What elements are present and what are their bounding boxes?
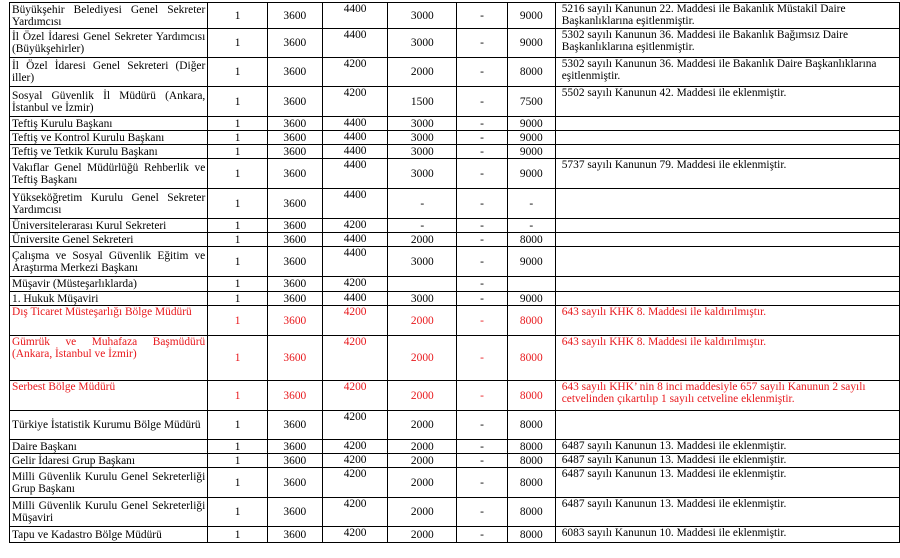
note-cell	[555, 411, 899, 440]
position-title: Yükseköğretim Kurulu Genel Sekreter Yardımcısı	[10, 189, 208, 219]
value-c5-cell: 2000	[388, 336, 457, 381]
value-c5-cell: 3000	[388, 29, 457, 58]
table-row	[10, 277, 900, 292]
table-row	[10, 247, 900, 277]
total-cell: 8000	[507, 454, 555, 468]
position-title: Büyükşehir Belediyesi Genel Sekreter Yardımcısı	[10, 3, 208, 29]
value-3600-cell: 3600	[267, 189, 322, 219]
value-c5-cell: -	[388, 189, 457, 219]
value-3600-cell: 3600	[267, 498, 322, 527]
position-title: Üniversitelerarası Kurul Sekreteri	[10, 219, 208, 233]
table-row	[10, 411, 900, 440]
dash-cell: -	[457, 58, 508, 87]
dash-cell: -	[457, 233, 508, 247]
position-title: Serbest Bölge Müdürü	[10, 381, 208, 411]
value-c4-cell: 4200	[322, 58, 388, 87]
value-c4-cell: 4200	[322, 381, 388, 411]
table-row	[10, 189, 900, 219]
table-row	[10, 306, 900, 336]
total-cell: 9000	[507, 145, 555, 159]
table-row	[10, 87, 900, 117]
total-cell: 9000	[507, 247, 555, 277]
count-cell: 1	[208, 29, 268, 58]
value-c4-cell: 4400	[322, 247, 388, 277]
value-3600-cell: 3600	[267, 219, 322, 233]
value-c5-cell: 2000	[388, 381, 457, 411]
position-title: İl Özel İdaresi Genel Sekreteri (Diğer iller)	[10, 58, 208, 87]
value-c4-cell: 4200	[322, 336, 388, 381]
note-cell: 6487 sayılı Kanunun 13. Maddesi ile eklenmiştir.	[555, 468, 899, 498]
value-c5-cell: 3000	[388, 247, 457, 277]
count-cell: 1	[208, 411, 268, 440]
total-cell: 9000	[507, 292, 555, 306]
value-3600-cell: 3600	[267, 29, 322, 58]
dash-cell: -	[457, 381, 508, 411]
total-cell: 7500	[507, 87, 555, 117]
value-c5-cell: 3000	[388, 159, 457, 189]
dash-cell: -	[457, 527, 508, 543]
value-c5-cell: -	[388, 219, 457, 233]
value-c5-cell	[388, 277, 457, 292]
value-3600-cell: 3600	[267, 381, 322, 411]
value-3600-cell: 3600	[267, 247, 322, 277]
position-title: Milli Güvenlik Kurulu Genel Sekreterliği Müşaviri	[10, 498, 208, 527]
total-cell: 9000	[507, 117, 555, 131]
table-row	[10, 454, 900, 468]
note-cell: 643 sayılı KHK’ nin 8 inci maddesiyle 657 sayılı Kanunun 2 sayılı cetvelinden çıkartılıp 1 sayılı cetveline eklenmiştir.	[555, 381, 899, 411]
count-cell: 1	[208, 292, 268, 306]
value-c5-cell: 2000	[388, 527, 457, 543]
dash-cell: -	[457, 87, 508, 117]
value-c5-cell: 3000	[388, 131, 457, 145]
position-title: Milli Güvenlik Kurulu Genel Sekreterliği Grup Başkanı	[10, 468, 208, 498]
note-cell: 5502 sayılı Kanunun 42. Maddesi ile eklenmiştir.	[555, 87, 899, 117]
table-row	[10, 29, 900, 58]
total-cell: 8000	[507, 498, 555, 527]
table-row	[10, 117, 900, 131]
note-cell	[555, 277, 899, 292]
count-cell: 1	[208, 247, 268, 277]
note-cell	[555, 117, 899, 131]
total-cell: 9000	[507, 159, 555, 189]
count-cell: 1	[208, 3, 268, 29]
total-cell: 8000	[507, 58, 555, 87]
total-cell: 9000	[507, 131, 555, 145]
count-cell: 1	[208, 117, 268, 131]
value-c4-cell: 4200	[322, 411, 388, 440]
dash-cell: -	[457, 468, 508, 498]
dash-cell: -	[457, 219, 508, 233]
dash-cell: -	[457, 306, 508, 336]
dash-cell: -	[457, 29, 508, 58]
note-cell	[555, 131, 899, 145]
dash-cell: -	[457, 247, 508, 277]
note-cell	[555, 292, 899, 306]
total-cell: 8000	[507, 381, 555, 411]
position-title: 1. Hukuk Müşaviri	[10, 292, 208, 306]
value-c4-cell: 4400	[322, 3, 388, 29]
value-3600-cell: 3600	[267, 411, 322, 440]
count-cell: 1	[208, 527, 268, 543]
value-c4-cell: 4200	[322, 219, 388, 233]
value-3600-cell: 3600	[267, 58, 322, 87]
count-cell: 1	[208, 440, 268, 454]
note-cell	[555, 219, 899, 233]
count-cell: 1	[208, 58, 268, 87]
dash-cell: -	[457, 131, 508, 145]
value-c4-cell: 4400	[322, 145, 388, 159]
value-c5-cell: 2000	[388, 58, 457, 87]
value-3600-cell: 3600	[267, 454, 322, 468]
note-cell: 6487 sayılı Kanunun 13. Maddesi ile eklenmiştir.	[555, 498, 899, 527]
value-3600-cell: 3600	[267, 233, 322, 247]
dash-cell: -	[457, 145, 508, 159]
total-cell: 8000	[507, 336, 555, 381]
note-cell	[555, 145, 899, 159]
position-title: Teftiş Kurulu Başkanı	[10, 117, 208, 131]
table-row	[10, 527, 900, 543]
value-c5-cell: 2000	[388, 411, 457, 440]
value-c5-cell: 2000	[388, 468, 457, 498]
count-cell: 1	[208, 498, 268, 527]
table-row	[10, 159, 900, 189]
value-3600-cell: 3600	[267, 87, 322, 117]
note-cell	[555, 247, 899, 277]
position-title: Tapu ve Kadastro Bölge Müdürü	[10, 527, 208, 543]
table-row	[10, 336, 900, 381]
count-cell: 1	[208, 336, 268, 381]
dash-cell: -	[457, 411, 508, 440]
value-c5-cell: 3000	[388, 292, 457, 306]
dash-cell: -	[457, 277, 508, 292]
dash-cell: -	[457, 454, 508, 468]
value-c5-cell: 2000	[388, 498, 457, 527]
value-c5-cell: 2000	[388, 440, 457, 454]
note-cell: 5216 sayılı Kanunun 22. Maddesi ile Bakanlık Müstakil Daire Başkanlıklarına eşitlenmiştir.	[555, 3, 899, 29]
value-c5-cell: 2000	[388, 454, 457, 468]
value-c4-cell: 4200	[322, 306, 388, 336]
dash-cell: -	[457, 3, 508, 29]
value-c4-cell: 4400	[322, 189, 388, 219]
count-cell: 1	[208, 306, 268, 336]
dash-cell: -	[457, 117, 508, 131]
total-cell: 9000	[507, 29, 555, 58]
value-c4-cell: 4400	[322, 233, 388, 247]
value-c5-cell: 2000	[388, 233, 457, 247]
value-c4-cell: 4200	[322, 440, 388, 454]
note-cell: 5302 sayılı Kanunun 36. Maddesi ile Bakanlık Daire Başkanlıklarına eşitlenmiştir.	[555, 58, 899, 87]
value-3600-cell: 3600	[267, 306, 322, 336]
table-row	[10, 233, 900, 247]
position-title: İl Özel İdaresi Genel Sekreter Yardımcısı (Büyükşehirler)	[10, 29, 208, 58]
value-3600-cell: 3600	[267, 159, 322, 189]
count-cell: 1	[208, 233, 268, 247]
table-row	[10, 145, 900, 159]
table-row	[10, 468, 900, 498]
table-row	[10, 219, 900, 233]
position-title: Müşavir (Müsteşarlıklarda)	[10, 277, 208, 292]
value-c4-cell: 4400	[322, 292, 388, 306]
table-row	[10, 498, 900, 527]
table-row	[10, 381, 900, 411]
value-3600-cell: 3600	[267, 131, 322, 145]
count-cell: 1	[208, 381, 268, 411]
value-3600-cell: 3600	[267, 440, 322, 454]
total-cell: 9000	[507, 3, 555, 29]
value-3600-cell: 3600	[267, 336, 322, 381]
position-title: Teftiş ve Tetkik Kurulu Başkanı	[10, 145, 208, 159]
dash-cell: -	[457, 159, 508, 189]
count-cell: 1	[208, 189, 268, 219]
total-cell: 8000	[507, 411, 555, 440]
salary-table	[9, 2, 900, 543]
value-3600-cell: 3600	[267, 117, 322, 131]
total-cell	[507, 277, 555, 292]
position-title: Dış Ticaret Müsteşarlığı Bölge Müdürü	[10, 306, 208, 336]
dash-cell: -	[457, 292, 508, 306]
table-row	[10, 3, 900, 29]
position-title: Teftiş ve Kontrol Kurulu Başkanı	[10, 131, 208, 145]
value-c4-cell: 4200	[322, 87, 388, 117]
count-cell: 1	[208, 219, 268, 233]
value-c4-cell: 4400	[322, 29, 388, 58]
value-c4-cell: 4200	[322, 277, 388, 292]
value-c4-cell: 4200	[322, 468, 388, 498]
count-cell: 1	[208, 468, 268, 498]
note-cell: 5302 sayılı Kanunun 36. Maddesi ile Bakanlık Bağımsız Daire Başkanlıklarına eşitlenmiştir.	[555, 29, 899, 58]
position-title: Üniversite Genel Sekreteri	[10, 233, 208, 247]
value-c4-cell: 4400	[322, 117, 388, 131]
dash-cell: -	[457, 498, 508, 527]
value-c5-cell: 2000	[388, 306, 457, 336]
note-cell: 643 sayılı KHK 8. Maddesi ile kaldırılmıştır.	[555, 306, 899, 336]
total-cell: 8000	[507, 440, 555, 454]
dash-cell: -	[457, 440, 508, 454]
value-3600-cell: 3600	[267, 3, 322, 29]
value-3600-cell: 3600	[267, 527, 322, 543]
value-c4-cell: 4200	[322, 498, 388, 527]
count-cell: 1	[208, 131, 268, 145]
dash-cell: -	[457, 189, 508, 219]
value-c4-cell: 4400	[322, 131, 388, 145]
total-cell: -	[507, 189, 555, 219]
position-title: Gelir İdaresi Grup Başkanı	[10, 454, 208, 468]
value-3600-cell: 3600	[267, 277, 322, 292]
dash-cell: -	[457, 336, 508, 381]
value-c5-cell: 1500	[388, 87, 457, 117]
position-title: Çalışma ve Sosyal Güvenlik Eğitim ve Araştırma Merkezi Başkanı	[10, 247, 208, 277]
count-cell: 1	[208, 277, 268, 292]
value-c5-cell: 3000	[388, 145, 457, 159]
note-cell	[555, 189, 899, 219]
value-c4-cell: 4200	[322, 454, 388, 468]
table-row	[10, 131, 900, 145]
count-cell: 1	[208, 87, 268, 117]
note-cell: 643 sayılı KHK 8. Maddesi ile kaldırılmıştır.	[555, 336, 899, 381]
value-3600-cell: 3600	[267, 292, 322, 306]
position-title: Daire Başkanı	[10, 440, 208, 454]
value-c4-cell: 4200	[322, 527, 388, 543]
note-cell: 6487 sayılı Kanunun 13. Maddesi ile eklenmiştir.	[555, 440, 899, 454]
value-c5-cell: 3000	[388, 117, 457, 131]
total-cell: -	[507, 219, 555, 233]
total-cell: 8000	[507, 306, 555, 336]
value-c4-cell: 4400	[322, 159, 388, 189]
count-cell: 1	[208, 454, 268, 468]
table-row	[10, 440, 900, 454]
table-row	[10, 292, 900, 306]
position-title: Sosyal Güvenlik İl Müdürü (Ankara, İstanbul ve İzmir)	[10, 87, 208, 117]
note-cell: 5737 sayılı Kanunun 79. Maddesi ile eklenmiştir.	[555, 159, 899, 189]
position-title: Gümrük ve Muhafaza Başmüdürü (Ankara, İstanbul ve İzmir)	[10, 336, 208, 381]
value-c5-cell: 3000	[388, 3, 457, 29]
note-cell: 6487 sayılı Kanunun 13. Maddesi ile eklenmiştir.	[555, 454, 899, 468]
value-3600-cell: 3600	[267, 468, 322, 498]
total-cell: 8000	[507, 468, 555, 498]
count-cell: 1	[208, 159, 268, 189]
position-title: Vakıflar Genel Müdürlüğü Rehberlik ve Teftiş Başkanı	[10, 159, 208, 189]
value-3600-cell: 3600	[267, 145, 322, 159]
count-cell: 1	[208, 145, 268, 159]
note-cell: 6083 sayılı Kanunun 10. Maddesi ile eklenmiştir.	[555, 527, 899, 543]
position-title: Türkiye İstatistik Kurumu Bölge Müdürü	[10, 411, 208, 440]
note-cell	[555, 233, 899, 247]
table-row	[10, 58, 900, 87]
total-cell: 8000	[507, 233, 555, 247]
total-cell: 8000	[507, 527, 555, 543]
